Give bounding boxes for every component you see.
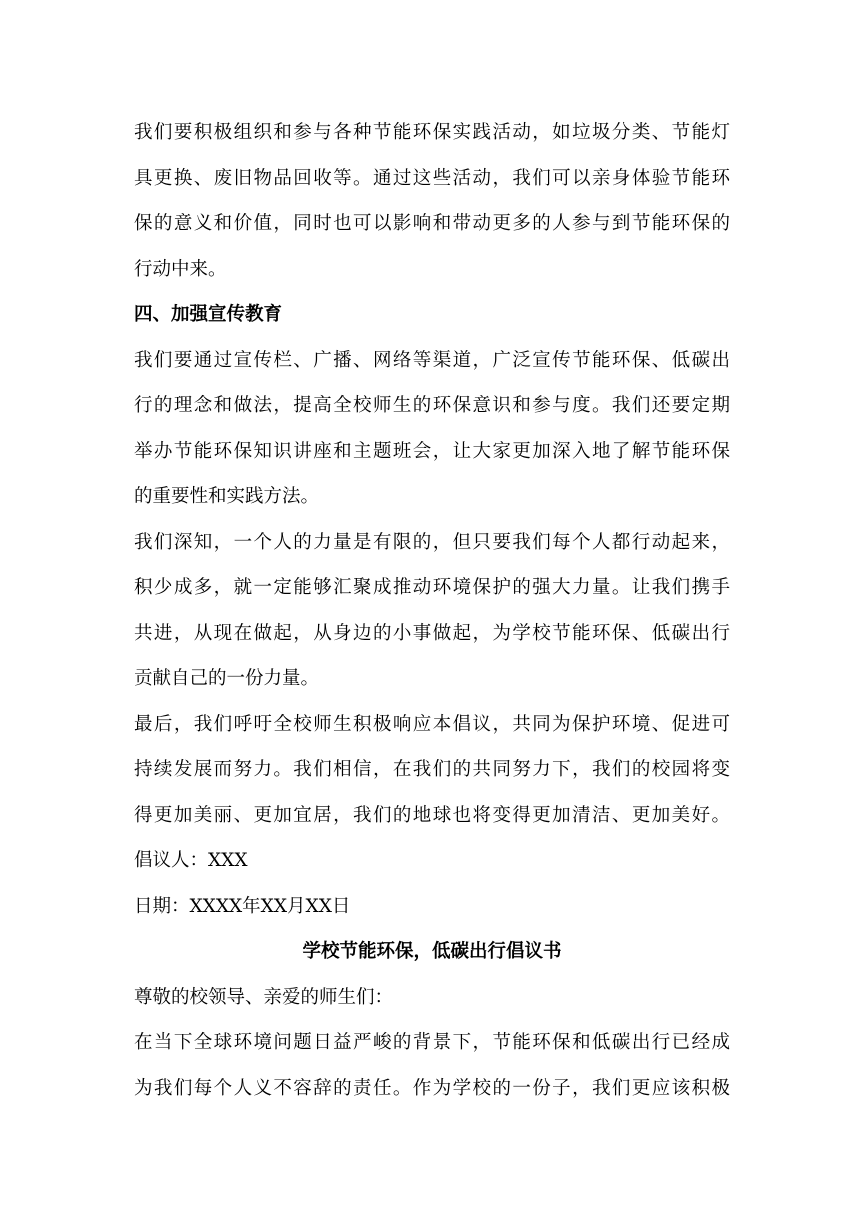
text-line: 我们深知，一个人的力量是有限的，但只要我们每个人都行动起来，	[134, 531, 730, 553]
text-line: 得更加美丽、更加宜居，我们的地球也将变得更加清洁、更加美好。	[134, 804, 730, 826]
paragraph-publicity	[134, 338, 730, 520]
text-line: 我们要通过宣传栏、广播、网络等渠道，广泛宣传节能环保、低碳出	[134, 349, 730, 371]
text-line: 保的意义和价值，同时也可以影响和带动更多的人参与到节能环保的	[134, 213, 730, 234]
document-title: 学校节能环保，低碳出行倡议书	[302, 941, 562, 962]
text-line: 共进，从现在做起，从身边的小事做起，为学校节能环保、低碳出行	[134, 622, 730, 644]
text-line: 我们要积极组织和参与各种节能环保实践活动，如垃圾分类、节能灯	[134, 122, 730, 143]
text-line: 的重要性和实践方法。	[134, 486, 320, 507]
document-body	[134, 110, 730, 1111]
text-line: 行动中来。	[134, 258, 227, 280]
paragraph-practice-activities	[134, 110, 730, 292]
text-line: 最后，我们呼吁全校师生积极响应本倡议，共同为保护环境、促进可	[134, 713, 730, 735]
text-line: 为我们每个人义不容辞的责任。作为学校的一份子，我们更应该积极	[134, 1077, 730, 1099]
salutation: 尊敬的校领导、亲爱的师生们：	[134, 986, 394, 1008]
text-line: 行的理念和做法，提高全校师生的环保意识和参与度。我们还要定期	[134, 395, 730, 416]
paragraph-closing-appeal	[134, 702, 730, 839]
text-line: 在当下全球环境问题日益严峻的背景下，节能环保和低碳出行已经成	[134, 1032, 730, 1053]
text-line: 贡献自己的一份力量。	[134, 668, 320, 689]
paragraph-introduction	[134, 1020, 730, 1111]
signer-line: 倡议人：XXX	[134, 850, 248, 871]
section-heading-publicity: 四、加强宣传教育	[134, 304, 283, 325]
date-line: 日期：XXXX年XX月XX日	[134, 895, 351, 917]
text-line: 积少成多，就一定能够汇聚成推动环境保护的强大力量。让我们携手	[134, 577, 730, 598]
text-line: 举办节能环保知识讲座和主题班会，让大家更加深入地了解节能环保	[134, 440, 730, 462]
text-line: 持续发展而努力。我们相信，在我们的共同努力下，我们的校园将变	[134, 759, 730, 780]
text-line: 具更换、废旧物品回收等。通过这些活动，我们可以亲身体验节能环	[134, 167, 730, 189]
paragraph-collective-strength	[134, 520, 730, 702]
